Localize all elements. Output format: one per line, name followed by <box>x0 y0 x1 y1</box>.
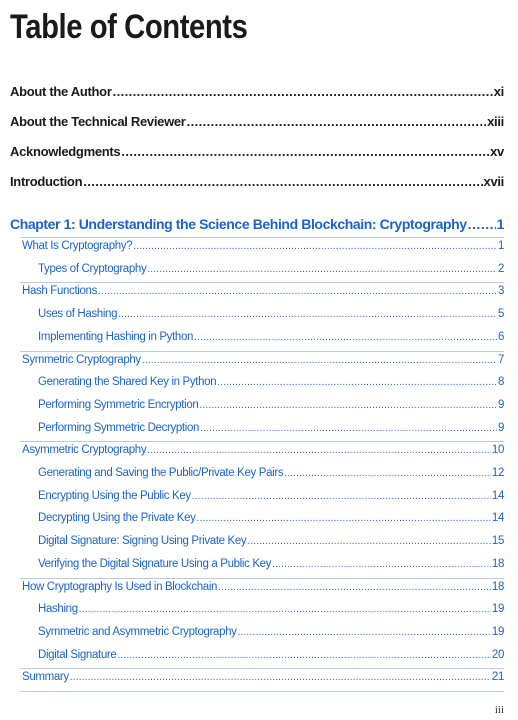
dot-leader <box>121 144 489 159</box>
toc-subsection[interactable] <box>38 331 504 343</box>
toc-section[interactable] <box>22 240 504 252</box>
toc-entry-page: 14 <box>491 489 504 502</box>
toc-entry-page: 12 <box>491 467 504 479</box>
toc-entry-label: Asymmetric Cryptography <box>22 444 147 457</box>
toc-entry-page: 8 <box>497 376 504 389</box>
toc-entry-label: Encrypting Using the Public Key <box>38 489 191 502</box>
toc-subsection[interactable] <box>38 399 504 411</box>
toc-subsection[interactable] <box>38 626 504 638</box>
toc-entry-label: About the Technical Reviewer <box>10 114 186 129</box>
separator-line <box>20 237 504 238</box>
dot-leader <box>83 174 482 189</box>
dot-leader <box>200 423 497 434</box>
toc-section[interactable] <box>22 285 504 297</box>
dot-leader <box>79 604 491 615</box>
separator-line <box>20 351 504 352</box>
toc-section[interactable] <box>22 671 504 683</box>
dot-leader <box>218 582 491 593</box>
dot-leader <box>133 241 497 252</box>
toc-entry-label: Digital Signature: Signing Using Private Key <box>38 535 247 548</box>
toc-entry-label: Chapter 1: Understanding the Science Behind Blockchain: Cryptography <box>10 216 467 232</box>
dot-leader <box>142 355 497 366</box>
dot-leader <box>113 84 493 99</box>
separator-line <box>20 668 504 669</box>
toc-subsection[interactable] <box>38 535 504 547</box>
front-matter-item[interactable] <box>10 144 504 159</box>
toc-subsection[interactable] <box>38 376 504 388</box>
page-number: iii <box>494 704 504 716</box>
separator-line <box>20 578 504 579</box>
toc-entry-label: Verifying the Digital Signature Using a Public Key <box>38 557 272 570</box>
dot-leader <box>147 445 491 456</box>
toc-subsection[interactable] <box>38 603 504 615</box>
separator-line <box>20 691 504 692</box>
toc-subsection[interactable] <box>38 558 504 570</box>
toc-entry-page: 9 <box>497 398 504 411</box>
toc-entry-page: xi <box>493 84 504 99</box>
toc-entry-page: 18 <box>491 557 504 570</box>
toc-subsection[interactable] <box>38 263 504 275</box>
toc-entry-label: Acknowledgments <box>10 144 121 159</box>
dot-leader <box>272 559 491 570</box>
dot-leader <box>247 536 491 547</box>
toc-subsection[interactable] <box>38 490 504 502</box>
toc-entry-page: 2 <box>497 262 504 275</box>
page-title: Table of Contents <box>10 8 248 46</box>
toc-section[interactable] <box>22 444 504 456</box>
toc-entry-page: 10 <box>491 444 504 457</box>
toc-entry-label: Hashing <box>38 603 78 616</box>
toc-entry-label: Performing Symmetric Decryption <box>38 421 200 434</box>
toc-entry-page: 15 <box>491 535 504 548</box>
toc-entry-label: What Is Cryptography? <box>22 240 133 252</box>
dot-leader <box>147 264 497 275</box>
dot-leader <box>118 309 497 320</box>
toc-subsection[interactable] <box>38 649 504 661</box>
toc-entry-label: How Cryptography Is Used in Blockchain <box>22 580 218 593</box>
toc-entry-label: Generating the Shared Key in Python <box>38 376 217 389</box>
front-matter-item[interactable] <box>10 84 504 99</box>
dot-leader <box>70 672 491 683</box>
toc-entry-page: xvii <box>483 174 504 189</box>
separator-line <box>20 441 504 442</box>
toc-entry-page: 20 <box>491 648 504 661</box>
toc-entry-page: 1 <box>497 240 504 252</box>
toc-section[interactable] <box>22 581 504 593</box>
toc-entry-label: About the Author <box>10 84 112 99</box>
dot-leader <box>284 468 491 479</box>
toc-entry-label: Symmetric Cryptography <box>22 353 141 366</box>
toc-entry-label: Decrypting Using the Private Key <box>38 512 196 525</box>
toc-entry-page: 19 <box>491 625 504 638</box>
toc-entry-page: 14 <box>491 512 504 525</box>
toc-entry-page: 9 <box>497 421 504 434</box>
toc-subsection[interactable] <box>38 467 504 479</box>
dot-leader <box>197 513 491 524</box>
dot-leader <box>192 491 491 502</box>
toc-entry-label: Digital Signature <box>38 648 117 661</box>
dot-leader <box>117 650 490 661</box>
toc-entry-label: Performing Symmetric Encryption <box>38 398 199 411</box>
toc-entry-label: Uses of Hashing <box>38 308 118 321</box>
toc-entry-page: 5 <box>497 308 504 321</box>
front-matter-item[interactable] <box>10 114 504 129</box>
toc-subsection[interactable] <box>38 422 504 434</box>
toc-entry-page: xiii <box>487 114 504 129</box>
toc-entry-page: 21 <box>491 671 504 684</box>
dot-leader <box>468 216 496 232</box>
toc-entry-label: Introduction <box>10 174 83 189</box>
toc-subsection[interactable] <box>38 308 504 320</box>
toc-entry-label: Hash Functions <box>22 285 97 298</box>
dot-leader <box>199 400 497 411</box>
toc-entry-page: 6 <box>497 330 504 343</box>
toc-section[interactable] <box>22 354 504 366</box>
dot-leader <box>98 286 497 297</box>
dot-leader <box>217 377 497 388</box>
front-matter-item[interactable] <box>10 174 504 189</box>
toc-entry-page: 18 <box>491 580 504 593</box>
toc-entry-label: Symmetric and Asymmetric Cryptography <box>38 625 237 638</box>
separator-line <box>20 282 504 283</box>
toc-entry-page: 7 <box>497 353 504 366</box>
toc-entry-page: xv <box>490 144 504 159</box>
dot-leader <box>194 332 497 343</box>
chapter-heading[interactable] <box>10 216 504 232</box>
toc-entry-page: 19 <box>491 603 504 616</box>
toc-entry-label: Implementing Hashing in Python <box>38 330 194 343</box>
toc-entry-label: Types of Cryptography <box>38 262 147 275</box>
toc-entry-label: Summary <box>22 671 69 684</box>
toc-entry-page: 3 <box>497 285 504 298</box>
toc-subsection[interactable] <box>38 512 504 524</box>
toc-entry-label: Generating and Saving the Public/Private Key Pairs <box>38 467 284 479</box>
toc-entry-page: 1 <box>496 216 504 232</box>
dot-leader <box>187 114 487 129</box>
dot-leader <box>238 627 491 638</box>
